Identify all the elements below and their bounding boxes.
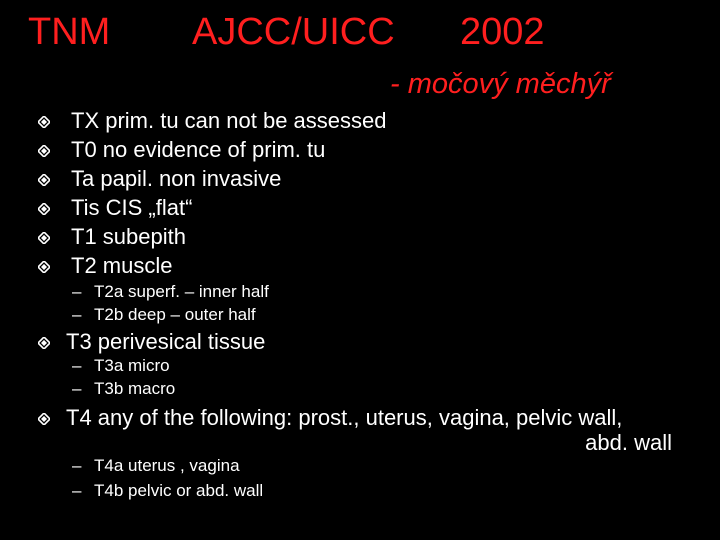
dash-marker: – [72,379,82,398]
diamond-bullet-icon [38,203,50,215]
bullet-text: T4 any of the following: prost., uterus, vagina, pelvic wall, [66,405,623,430]
sub-item-t2b [72,305,256,325]
diamond-bullet-icon [38,413,50,425]
bullet-item-t4-continuation: abd. wall [585,430,672,455]
sub-item-text: T2b deep – outer half [94,305,256,324]
title-tnm: TNM [28,11,111,53]
bullet-text: TX prim. tu can not be assessed [71,108,387,133]
bullet-text: T2 muscle [71,253,173,278]
dash-marker: – [72,356,82,375]
sub-item-text: T2a superf. – inner half [94,282,269,301]
title-year: 2002 [460,11,545,53]
dash-marker: – [72,282,82,301]
sub-item-text: T3a micro [94,356,170,375]
title-ajcc-uicc: AJCC/UICC [192,11,395,53]
diamond-bullet-icon [38,145,50,157]
sub-item-text: T4b pelvic or abd. wall [94,481,264,500]
sub-item-t3a [72,356,170,376]
subtitle: - močový měchýř [390,68,611,100]
sub-item-t4b [72,481,263,501]
dash-marker: – [72,305,82,324]
dash-marker: – [72,481,82,500]
diamond-bullet-icon [38,337,50,349]
dash-marker: – [72,456,82,475]
bullet-text: T1 subepith [71,224,186,249]
sub-item-t2a [72,282,269,302]
diamond-bullet-icon [38,116,50,128]
diamond-bullet-icon [38,174,50,186]
diamond-bullet-icon [38,261,50,273]
sub-item-t4a [72,456,240,476]
bullet-text: Ta papil. non invasive [71,166,282,191]
sub-item-text: T4a uterus , vagina [94,456,240,475]
sub-item-t3b [72,379,175,399]
bullet-text: Tis CIS „flat“ [71,195,193,220]
bullet-text: T3 perivesical tissue [66,329,266,354]
bullet-text: T0 no evidence of prim. tu [71,137,326,162]
diamond-bullet-icon [38,232,50,244]
sub-item-text: T3b macro [94,379,176,398]
